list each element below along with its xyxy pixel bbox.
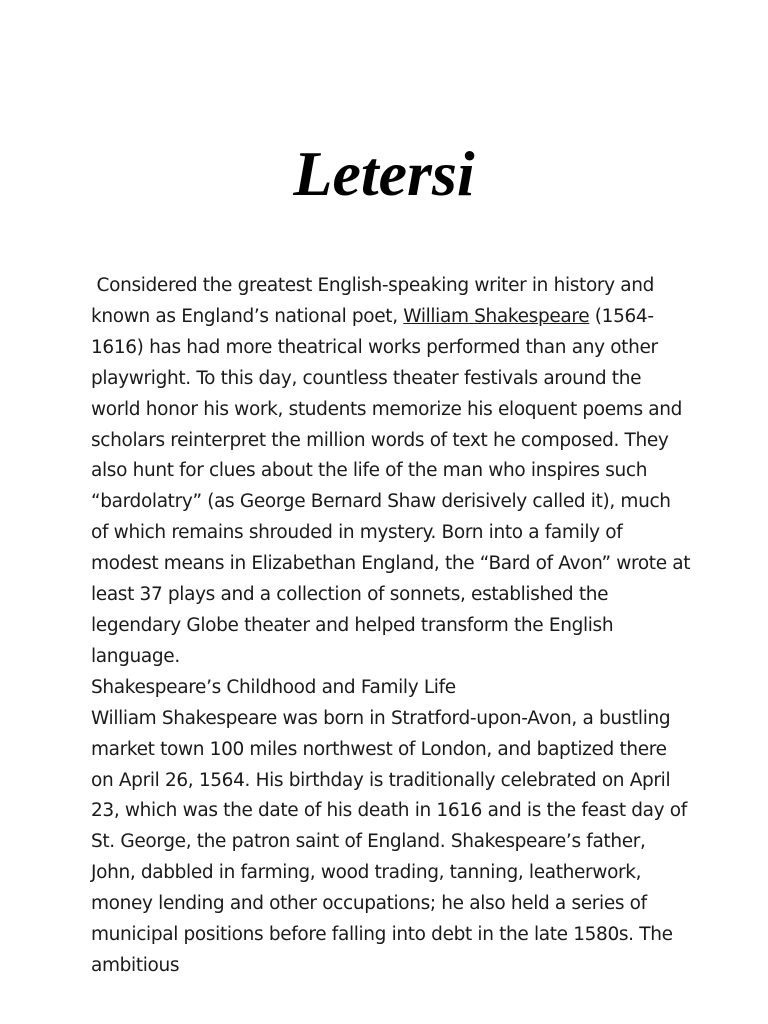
intro-paragraph xyxy=(91,271,691,673)
intro-text-before-link: Considered the greatest English-speaking writer in history and known as England’s national poet, xyxy=(91,275,655,327)
william-shakespeare-link[interactable]: William Shakespeare xyxy=(403,305,590,327)
document-title: Letersi xyxy=(293,138,475,209)
document-body xyxy=(91,271,691,982)
section-paragraph: William Shakespeare was born in Stratford-upon-Avon, a bustling market town 100 miles northwest of London, and baptized there on April 26, 1564. His birthday is traditionally celebrated on April 23, which was the date of his death in 1616 and is the feast day of St. George, the patron saint of England. Shakespeare’s father, John, dabbled in farming, wood trading, tanning, leatherwork, money lending and other occupations; he also held a series of municipal positions before falling into debt in the late 1580s. The ambitious xyxy=(91,707,687,976)
section-heading: Shakespeare’s Childhood and Family Life xyxy=(91,676,456,698)
intro-text-after-link: (1564-1616) has had more theatrical works performed than any other playwright. To this day, countless theater festivals around the world honor his work, students memorize his eloquent poems and scholars reinterpret the million words of text he composed. They also hunt for clues about the life of the man who inspires such “bardolatry” (as George Bernard Shaw derisively called it), much of which remains shrouded in mystery. Born into a family of modest means in Elizabethan England, the “Bard of Avon” wrote at least 37 plays and a collection of sonnets, established the legendary Globe theater and helped transform the English language. xyxy=(91,305,691,667)
